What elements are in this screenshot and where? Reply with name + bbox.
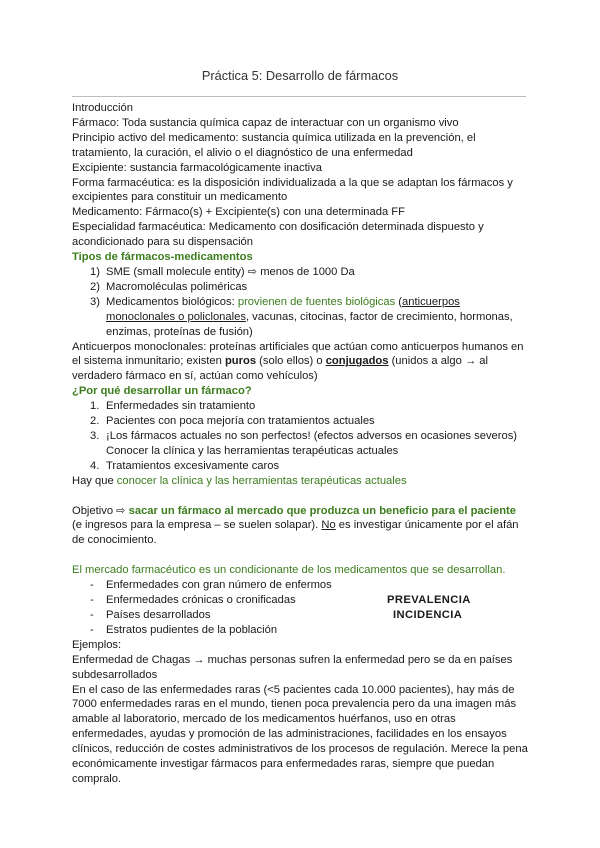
list-dash: - (90, 579, 94, 592)
mercado-block (72, 578, 528, 638)
paragraph-text: Hay que (72, 474, 117, 487)
list-text: Estratos pudientes de la población (106, 623, 278, 636)
list-dash: - (90, 594, 94, 607)
paragraph-text: (e ingresos para la empresa – se suelen solapar). (72, 519, 322, 532)
hay-que-line (72, 474, 528, 489)
list-number: 3. (90, 429, 100, 442)
list-text: ¡Los fármacos actuales no son perfectos! (efectos adversos en ocasiones severos) Conocer la clínica y las herramientas terapéuticas actuales (106, 429, 518, 457)
list-number: 2) (90, 280, 100, 293)
bold-puros: puros (224, 355, 257, 368)
paragraph-text: Objetivo ⇨ (72, 504, 129, 517)
def-especialidad: Especialidad farmacéutica: Medicamento con dosificación determinada dispuesto y acondicionado para su dispensación (72, 221, 484, 249)
underlined-text: anticuerpos monoclonales o policlonales (106, 295, 460, 323)
def-principio-activo: Principio activo del medicamento: sustancia química utilizada en la prevención, el tratamiento, la curación, el alivio o el diagnóstico de una enfermedad (72, 131, 476, 159)
list-item (72, 414, 528, 429)
list-item (72, 295, 528, 340)
prevalencia-label: PREVALENCIA (387, 594, 471, 607)
def-farmaco: Fármaco: Toda sustancia química capaz de interactuar con un organismo vivo (72, 116, 459, 129)
list-text: Tratamientos excesivamente caros (106, 459, 280, 472)
spacer (72, 489, 528, 504)
paragraph-text: (unidos a algo → al verdadero fármaco en sí, actúan como vehículos) (72, 355, 488, 383)
ejemplos-heading: Ejemplos: (72, 638, 122, 651)
list-text: SME (small molecule entity) ⇨ menos de 1000 Da (106, 265, 355, 278)
def-excipiente: Excipiente: sustancia farmacológicamente inactiva (72, 161, 322, 174)
list-number: 2. (90, 415, 100, 428)
list-item (72, 459, 528, 474)
objetivo-bold: sacar un fármaco al mercado que produzca un beneficio para el paciente (128, 504, 516, 517)
porque-list (72, 399, 528, 474)
list-text: Macromoléculas poliméricas (106, 280, 248, 293)
green-highlight: provienen de fuentes biológicas (237, 295, 396, 308)
title-divider (72, 96, 526, 97)
list-item (72, 399, 528, 414)
page-title: Práctica 5: Desarrollo de fármacos (201, 68, 399, 83)
mercado-heading: El mercado farmacéutico es un condicionante de los medicamentos que se desarrollan. (72, 564, 506, 577)
def-forma-farmaceutica: Forma farmacéutica: es la disposición individualizada a la que se adaptan los fármacos y excipientes para constituir un medicamento (72, 176, 513, 204)
list-number: 3) (90, 295, 100, 308)
list-number: 1. (90, 400, 100, 413)
def-medicamento: Medicamento: Fármaco(s) + Excipiente(s) con una determinada FF (72, 206, 405, 219)
list-text: Pacientes con poca mejoría con tratamientos actuales (106, 415, 375, 428)
ejemplo-enfermedades-raras: En el caso de las enfermedades raras (<5 pacientes cada 10.000 pacientes), hay más de 7000 enfermedades raras en el mundo, tienen poca prevalencia pero da una imagen más amable al laboratorio, mercado de los medicamentos huérfanos, uso en otras enfermedades, ayudas y promoción de las administraciones, facilidades en los ensayos clínicos, reducción de costes administrativos de los procesos de regulación. Merece la pena económicamente investigar fármacos para enfermedades raras, siempre que puedan compralo. (72, 683, 528, 785)
tipos-list (72, 265, 528, 340)
list-text: Países desarrollados (106, 609, 211, 621)
list-item (72, 265, 528, 280)
list-text: Enfermedades con gran número de enfermos (106, 579, 332, 592)
tipos-heading: Tipos de fármacos-medicamentos (72, 251, 253, 264)
list-text: Enfermedades sin tratamiento (106, 400, 256, 413)
anticuerpos-paragraph (72, 340, 528, 385)
list-number: 1) (90, 265, 100, 278)
document-body (72, 101, 528, 787)
bold-conjugados: conjugados (325, 355, 389, 368)
incidencia-label: INCIDENCIA (393, 609, 463, 622)
ejemplo-chagas: Enfermedad de Chagas → muchas personas sufren la enfermedad pero se da en países subdesarrollados (72, 653, 513, 681)
list-item (72, 578, 528, 593)
paragraph-text: Anticuerpos monoclonales: proteínas artificiales que actúan como anticuerpos humanos en el sistema inmunitario; existen (72, 340, 524, 368)
green-highlight: conocer la clínica y las herramientas terapéuticas actuales (116, 474, 407, 487)
list-text: Enfermedades crónicas o cronificadas (106, 594, 296, 607)
intro-heading: Introducción (72, 102, 133, 114)
list-item (72, 623, 528, 638)
list-dash: - (90, 623, 94, 636)
list-text: ( (395, 295, 403, 308)
list-dash: - (90, 609, 94, 621)
list-item (72, 280, 528, 295)
underlined-no: No (321, 519, 336, 532)
list-item (72, 429, 528, 459)
objetivo-paragraph (72, 504, 528, 549)
list-number: 4. (90, 459, 100, 472)
paragraph-text: (solo ellos) o (256, 355, 326, 368)
paragraph-text: es investigar únicamente por el afán de conocimiento. (72, 519, 519, 547)
list-text: , vacunas, citocinas, factor de crecimiento, hormonas, enzimas, proteínas de fusión) (106, 310, 513, 338)
spacer (72, 548, 528, 563)
porque-heading: ¿Por qué desarrollar un fármaco? (72, 385, 252, 398)
list-text: Medicamentos biológicos: (106, 295, 238, 308)
